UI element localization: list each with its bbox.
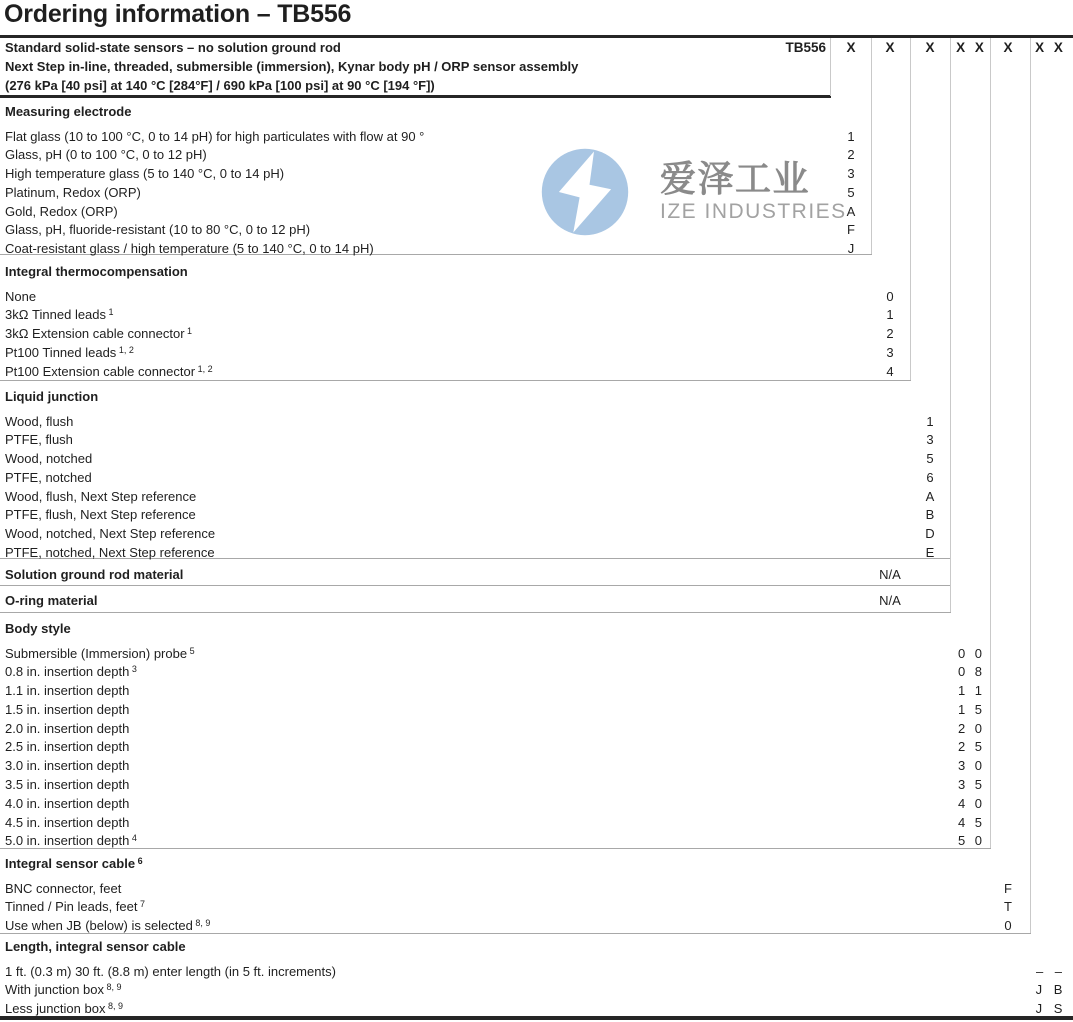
option-label: PTFE, flush — [5, 432, 73, 448]
footnote-ref: 7 — [137, 899, 146, 910]
option-label: PTFE, notched — [5, 469, 92, 485]
option-row — [0, 814, 1073, 833]
section — [0, 592, 1073, 617]
option-code: J — [847, 241, 855, 257]
option-code: – – — [1035, 963, 1063, 979]
option-row — [0, 325, 1073, 344]
option-row — [0, 128, 1073, 147]
option-row — [0, 184, 1073, 203]
page-title: Ordering information – TB556 — [4, 0, 352, 28]
option-row — [0, 757, 1073, 776]
footnote-ref: 1, 2 — [116, 344, 134, 355]
position-mark: X X — [956, 40, 984, 55]
option-code: J B — [1035, 982, 1063, 998]
na-value: N/A — [879, 567, 901, 582]
option-row — [0, 488, 1073, 507]
footnote-ref: 8, 9 — [104, 982, 122, 993]
option-label: 2.5 in. insertion depth — [5, 739, 130, 755]
section-title: Measuring electrode — [5, 104, 132, 119]
option-row — [0, 288, 1073, 307]
option-label: Flat glass (10 to 100 °C, 0 to 14 pH) for high particulates with flow at 90 ° — [5, 128, 425, 144]
option-row — [0, 240, 1073, 259]
option-label: BNC connector, feet — [5, 880, 122, 896]
option-row — [0, 701, 1073, 720]
option-row — [0, 645, 1073, 664]
option-label: Pt100 Extension cable connector — [5, 363, 196, 379]
option-row — [0, 795, 1073, 814]
footnote-ref: 1 — [184, 326, 193, 337]
option-row — [0, 203, 1073, 222]
option-label: PTFE, notched, Next Step reference — [5, 545, 215, 561]
option-code: 2 0 — [957, 720, 983, 736]
section-header — [0, 388, 1073, 413]
section-title: Length, integral sensor cable — [5, 939, 186, 954]
option-code: 3 — [886, 344, 894, 360]
option-code: 1 — [926, 413, 934, 429]
position-mark: X — [846, 40, 856, 55]
footnote-ref: 1 — [106, 307, 114, 318]
section — [0, 388, 1073, 563]
option-code: A — [846, 203, 856, 219]
option-row — [0, 165, 1073, 184]
option-row — [0, 880, 1073, 899]
option-label: With junction box — [5, 982, 104, 998]
table-header — [5, 39, 765, 95]
position-mark: X — [925, 40, 935, 55]
section-header — [0, 938, 1073, 963]
header-line-2: Next Step in-line, threaded, submersible (immersion), Kynar body pH / ORP sensor assembly — [5, 58, 579, 74]
option-code: B — [925, 507, 935, 523]
option-code: 5 0 — [957, 833, 983, 849]
header-bottom-rule — [0, 95, 831, 98]
section — [0, 938, 1073, 1019]
option-code: 3 — [847, 166, 855, 182]
option-code: 1 5 — [957, 701, 983, 717]
option-code: 4 — [886, 363, 894, 379]
section-title: Solution ground rod material — [5, 567, 184, 582]
footnote-ref: 8, 9 — [105, 1001, 123, 1012]
option-label: Wood, notched, Next Step reference — [5, 526, 216, 542]
option-label: High temperature glass (5 to 140 °C, 0 to 14 pH) — [5, 166, 285, 182]
option-label: PTFE, flush, Next Step reference — [5, 507, 196, 523]
option-row — [0, 682, 1073, 701]
option-row — [0, 363, 1073, 382]
option-row — [0, 776, 1073, 795]
footnote-ref: 4 — [129, 833, 137, 844]
option-label: None — [5, 288, 37, 304]
option-code: 3 — [926, 432, 934, 448]
option-label: 1 ft. (0.3 m) 30 ft. (8.8 m) enter length (in 5 ft. increments) — [5, 963, 336, 979]
option-row — [0, 832, 1073, 851]
option-code: 3 0 — [957, 758, 983, 774]
section — [0, 263, 1073, 381]
option-label: Submersible (Immersion) probe — [5, 645, 188, 661]
position-mark: X — [885, 40, 895, 55]
option-label: 3kΩ Extension cable connector — [5, 326, 185, 342]
watermark-english-text: IZE INDUSTRIES — [660, 200, 847, 223]
option-code: F — [847, 222, 855, 238]
option-label: Wood, notched — [5, 451, 93, 467]
footnote-ref: 5 — [187, 645, 195, 656]
section — [0, 855, 1073, 936]
top-rule — [0, 35, 1073, 38]
option-row — [0, 506, 1073, 525]
option-code: 1 — [847, 128, 855, 144]
option-label: Coat-resistant glass / high temperature (5 to 140 °C, 0 to 14 pH) — [5, 241, 374, 257]
section-header — [0, 566, 1073, 591]
position-mark: X — [1003, 40, 1013, 55]
option-label: Use when JB (below) is selected — [5, 918, 193, 934]
option-code: D — [925, 526, 935, 542]
option-row — [0, 306, 1073, 325]
na-value: N/A — [879, 593, 901, 608]
footnote-ref: 8, 9 — [192, 918, 211, 929]
option-label: Gold, Redox (ORP) — [5, 203, 118, 219]
footnote-ref: 1, 2 — [195, 363, 213, 374]
option-row — [0, 1000, 1073, 1019]
section-title: Integral sensor cable — [5, 856, 136, 871]
watermark-chinese-text: 爱泽工业 — [660, 158, 811, 199]
option-label: Tinned / Pin leads, feet — [5, 899, 138, 915]
header-line-3: (276 kPa [40 psi] at 140 °C [284°F] / 690 kPa [100 psi] at 90 °C [194 °F]) — [5, 77, 435, 93]
option-code: 1 1 — [957, 683, 983, 699]
option-code: E — [925, 545, 935, 561]
section-title: O-ring material — [5, 593, 98, 608]
header-line-1: Standard solid-state sensors – no solution ground rod — [5, 40, 341, 55]
section-header — [0, 592, 1073, 617]
option-row — [0, 431, 1073, 450]
option-label: Wood, flush — [5, 413, 74, 429]
option-row — [0, 450, 1073, 469]
option-label: Glass, pH, fluoride-resistant (10 to 80 °C, 0 to 12 pH) — [5, 222, 311, 238]
option-code: 6 — [926, 469, 934, 485]
option-label: Glass, pH (0 to 100 °C, 0 to 12 pH) — [5, 147, 207, 163]
option-label: 0.8 in. insertion depth — [5, 664, 130, 680]
section-header — [0, 855, 1073, 880]
option-row — [0, 917, 1073, 936]
option-code: 0 8 — [957, 664, 983, 680]
option-row — [0, 963, 1073, 982]
section-header — [0, 103, 1073, 128]
model-code: TB556 — [785, 40, 826, 55]
option-label: Less junction box — [5, 1001, 106, 1017]
section — [0, 566, 1073, 591]
option-code: 0 0 — [957, 645, 983, 661]
option-row — [0, 720, 1073, 739]
option-code: 2 — [847, 147, 855, 163]
option-label: Platinum, Redox (ORP) — [5, 184, 141, 200]
position-mark: X X — [1035, 40, 1063, 55]
option-code: 4 0 — [957, 795, 983, 811]
option-code: 4 5 — [957, 814, 983, 830]
option-label: 4.0 in. insertion depth — [5, 795, 130, 811]
option-row — [0, 221, 1073, 240]
option-code: 3 5 — [957, 777, 983, 793]
section — [0, 103, 1073, 259]
option-label: 3.0 in. insertion depth — [5, 758, 130, 774]
option-label: Wood, flush, Next Step reference — [5, 488, 197, 504]
option-code: J S — [1035, 1001, 1063, 1017]
option-label: 2.0 in. insertion depth — [5, 720, 130, 736]
column-rule — [830, 38, 831, 96]
option-row — [0, 413, 1073, 432]
section — [0, 620, 1073, 851]
section-header — [0, 620, 1073, 645]
section-title: Liquid junction — [5, 389, 99, 404]
option-code: F — [1004, 880, 1012, 896]
option-label: 5.0 in. insertion depth — [5, 833, 130, 849]
option-code: 1 — [886, 307, 894, 323]
option-code: 5 — [926, 451, 934, 467]
footnote-ref: 6 — [135, 856, 143, 866]
footnote-ref: 3 — [129, 664, 137, 675]
option-code: 2 — [886, 326, 894, 342]
option-row — [0, 525, 1073, 544]
option-code: 2 5 — [957, 739, 983, 755]
option-row — [0, 344, 1073, 363]
option-code: T — [1004, 899, 1012, 915]
option-code: A — [925, 488, 935, 504]
section-header — [0, 263, 1073, 288]
option-code: 0 — [1004, 918, 1012, 934]
option-row — [0, 544, 1073, 563]
option-label: 3kΩ Tinned leads — [5, 307, 107, 323]
section-title: Body style — [5, 621, 71, 636]
option-row — [0, 146, 1073, 165]
option-row — [0, 981, 1073, 1000]
option-row — [0, 738, 1073, 757]
option-code: 5 — [847, 184, 855, 200]
option-label: 3.5 in. insertion depth — [5, 777, 130, 793]
section-title: Integral thermocompensation — [5, 264, 188, 279]
option-row — [0, 898, 1073, 917]
option-label: 1.5 in. insertion depth — [5, 701, 130, 717]
option-label: 4.5 in. insertion depth — [5, 814, 130, 830]
option-label: 1.1 in. insertion depth — [5, 683, 130, 699]
option-label: Pt100 Tinned leads — [5, 344, 117, 360]
option-row — [0, 469, 1073, 488]
option-code: 0 — [886, 288, 894, 304]
option-row — [0, 663, 1073, 682]
